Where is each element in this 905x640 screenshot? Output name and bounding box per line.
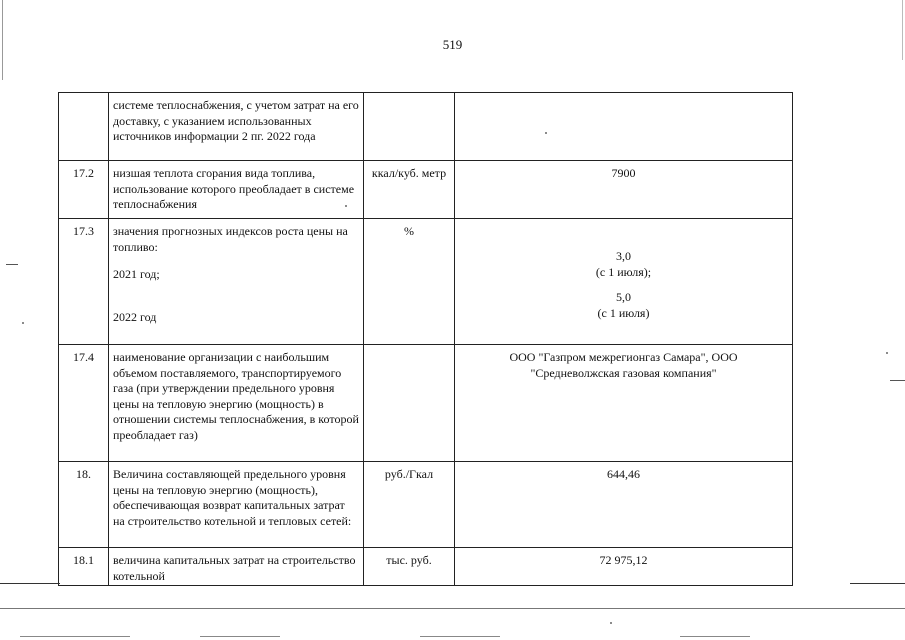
scan-speck bbox=[610, 622, 612, 624]
scan-mark bbox=[420, 636, 500, 637]
row-description: значения прогнозных индексов роста цены на топливо: bbox=[113, 224, 348, 254]
table-row bbox=[59, 161, 793, 219]
sub-label-2022: 2022 год bbox=[113, 309, 157, 324]
scan-mark bbox=[0, 583, 60, 584]
scan-mark bbox=[680, 636, 750, 637]
scan-edge bbox=[2, 0, 3, 80]
row-description: низшая теплота сгорания вида топлива, использование которого преобладает в системе теплоснабжения bbox=[109, 161, 364, 219]
scan-speck bbox=[886, 352, 888, 354]
row-description-group bbox=[109, 219, 364, 345]
sub-note-2022: (с 1 июля) bbox=[597, 305, 650, 320]
row-value: ООО "Газпром межрегионгаз Самара", ООО "Средневолжская газовая компания" bbox=[455, 345, 793, 462]
sub-note-2021: (с 1 июля); bbox=[595, 264, 652, 279]
scan-speck bbox=[545, 132, 547, 134]
row-number: 17.3 bbox=[59, 219, 109, 345]
row-description: Величина составляющей предельного уровня цены на тепловую энергию (мощность), обеспечивающая возврат капитальных затрат на строительство котельной и тепловых сетей: bbox=[109, 462, 364, 548]
row-number bbox=[59, 93, 109, 161]
row-value-group bbox=[455, 219, 793, 345]
table-row bbox=[59, 462, 793, 548]
row-unit: тыс. руб. bbox=[364, 548, 455, 586]
row-number: 17.4 bbox=[59, 345, 109, 462]
row-description: системе теплоснабжения, с учетом затрат на его доставку, с указанием использованных источников информации 2 пг. 2022 года bbox=[109, 93, 364, 161]
row-unit: % bbox=[364, 219, 455, 345]
row-unit bbox=[364, 93, 455, 161]
row-unit: ккал/куб. метр bbox=[364, 161, 455, 219]
row-value: 72 975,12 bbox=[455, 548, 793, 586]
row-unit bbox=[364, 345, 455, 462]
row-number: 18. bbox=[59, 462, 109, 548]
table-row bbox=[59, 345, 793, 462]
row-description: величина капитальных затрат на строительство котельной bbox=[109, 548, 364, 586]
scan-mark bbox=[200, 636, 280, 637]
row-unit: руб./Гкал bbox=[364, 462, 455, 548]
scan-mark bbox=[850, 583, 905, 584]
scan-mark bbox=[20, 636, 130, 637]
row-number: 18.1 bbox=[59, 548, 109, 586]
scan-speck bbox=[22, 322, 24, 324]
row-value: 7900 bbox=[455, 161, 793, 219]
row-value: 644,46 bbox=[455, 462, 793, 548]
table-row bbox=[59, 219, 793, 345]
scan-edge bbox=[902, 0, 903, 60]
sub-label-2021: 2021 год; bbox=[113, 267, 160, 281]
table-row bbox=[59, 93, 793, 161]
scan-mark bbox=[0, 608, 905, 609]
scan-mark bbox=[890, 380, 905, 381]
row-description: наименование организации с наибольшим объемом поставляемого, транспортируемого газа (при утверждении предельного уровня цены на тепловую энергию (мощность) в отношении системы теплоснабжения, в которой преобладает газ) bbox=[109, 345, 364, 462]
sub-value-2021: 3,0 bbox=[616, 249, 631, 263]
scan-speck bbox=[345, 205, 347, 207]
tariff-table bbox=[58, 92, 793, 586]
scan-mark bbox=[6, 264, 18, 265]
page-number: 519 bbox=[442, 37, 463, 52]
row-number: 17.2 bbox=[59, 161, 109, 219]
table-row bbox=[59, 548, 793, 586]
sub-value-2022: 5,0 bbox=[616, 290, 631, 304]
row-value bbox=[455, 93, 793, 161]
